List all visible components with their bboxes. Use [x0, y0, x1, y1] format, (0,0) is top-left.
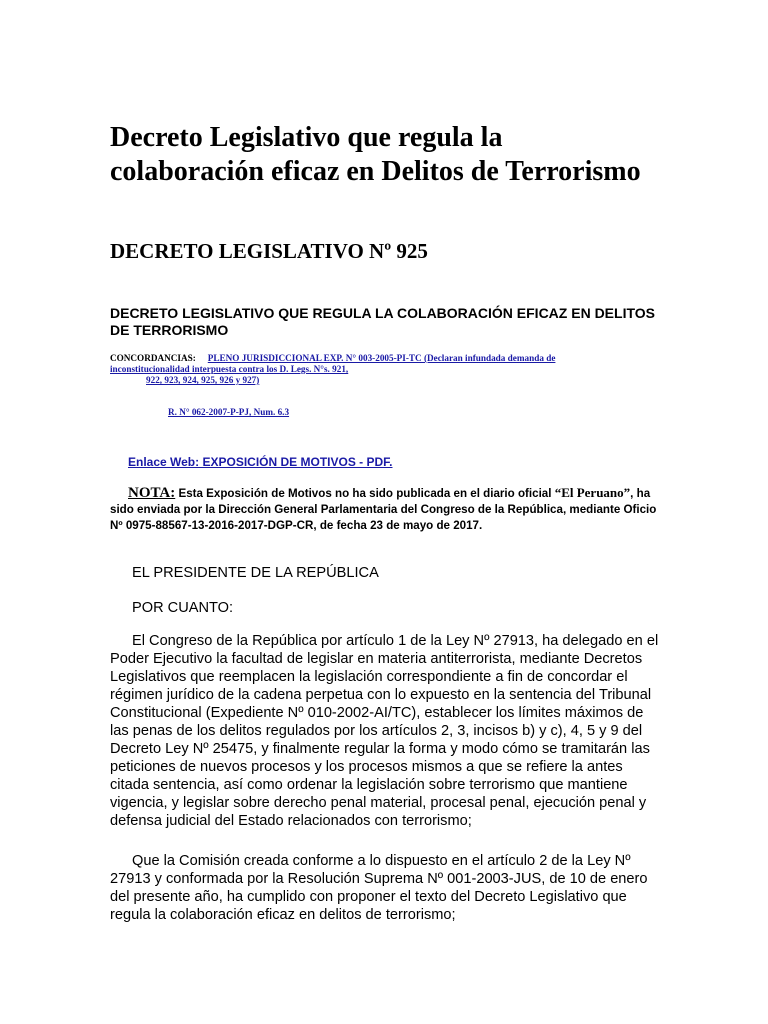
pleno-link-line1: PLENO JURISDICCIONAL EXP. N° 003-2005-PI-TC (Declaran infundada demanda de inconstitucionalidad interpuesta contra los D. Legs. N°s. 921, [110, 353, 556, 374]
president-paragraph: EL PRESIDENTE DE LA REPÚBLICA [132, 565, 379, 581]
comision-paragraph: Que la Comisión creada conforme a lo dispuesto en el artículo 2 de la Ley Nº 27913 y conformada por la Resolución Suprema Nº 001-2003-JUS, de 10 de enero del presente año, ha cumplido con proponer el texto del Decreto Legislativo que regula la colaboración eficaz en delitos de terrorismo; [110, 853, 648, 923]
decree-caps-heading: DECRETO LEGISLATIVO QUE REGULA LA COLABORACIÓN EFICAZ EN DELITOS DE TERRORISMO [110, 305, 655, 338]
nota-peruano: “El Peruano” [554, 485, 631, 500]
resolution-link[interactable]: R. N° 062-2007-P-PJ, Num. 6.3 [168, 407, 290, 417]
nota-text-a: Esta Exposición de Motivos no ha sido publicada en el diario oficial [175, 487, 555, 500]
decree-number-heading: DECRETO LEGISLATIVO Nº 925 [110, 239, 428, 263]
concordancias-label: CONCORDANCIAS: [110, 353, 196, 363]
exposicion-motivos-link[interactable]: Enlace Web: EXPOSICIÓN DE MOTIVOS - PDF. [128, 455, 393, 469]
congreso-paragraph: El Congreso de la República por artículo 1 de la Ley Nº 27913, ha delegado en el Poder Ejecutivo la facultad de legislar en materia antiterrorista, mediante Decretos Legislativos que reemplacen la legislación correspondiente a fin de concordar el régimen jurídico de la cadena perpetua con lo expuesto en la sentencia del Tribunal Constitucional (Expediente Nº 010-2002-AI/TC), establecer los límites máximos de las penas de los delitos regulados por los artículos 2, 3, incisos b) y c), 4, 5 y 9 del Decreto Ley Nº 25475, y finalmente regular la forma y modo cómo se tramitarán las peticiones de nuevos procesos y los procesos mismos a que se refiere la antes citada sentencia, así como ordenar la legislación sobre terrorismo que mantiene vigencia, y legislar sobre derecho penal material, procesal penal, ejecución penal y defensa judicial del Estado relacionados con terrorismo; [110, 633, 659, 829]
document-title: Decreto Legislativo que regula la colaboración eficaz en Delitos de Terrorismo [110, 122, 641, 187]
concordancias-block [110, 353, 590, 386]
por-cuanto-paragraph: POR CUANTO: [132, 600, 234, 616]
nota-block [110, 485, 660, 534]
pleno-link-line2: 922, 923, 924, 925, 926 y 927) [146, 375, 260, 385]
nota-text-b: , ha sido enviada por la Dirección General Parlamentaria del Congreso de la República, mediante Oficio Nº 0975-88567-13-2016-2017-DGP-CR, de fecha 23 de mayo de 2017. [110, 487, 657, 532]
nota-label: NOTA: [128, 485, 176, 501]
